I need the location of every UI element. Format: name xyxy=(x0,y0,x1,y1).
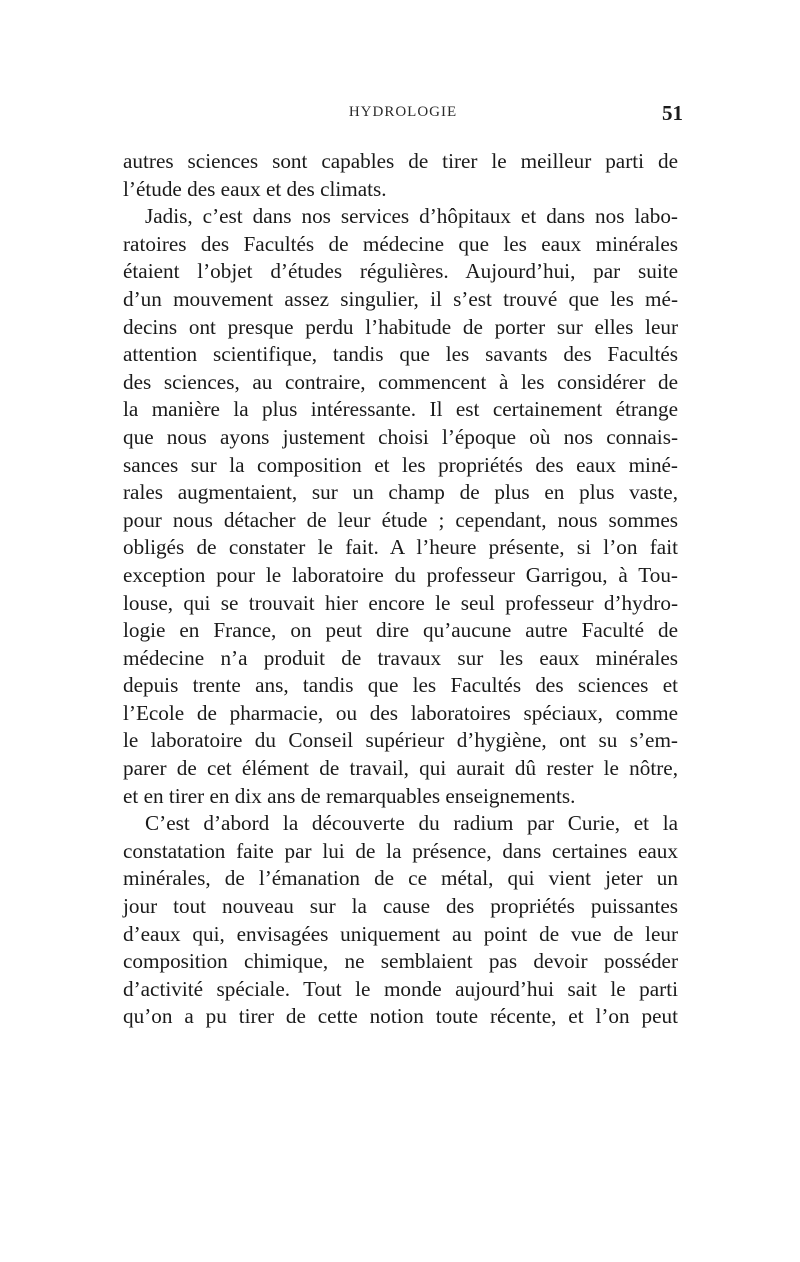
text-line: logie en France, on peut dire qu’aucune autre Faculté de xyxy=(123,618,678,643)
text-line: l’Ecole de pharmacie, ou des laboratoires spéciaux, comme xyxy=(123,700,678,725)
text-line: d’activité spéciale. Tout le monde aujourd’hui sait le parti xyxy=(123,976,678,1001)
paragraph-2 xyxy=(123,203,678,810)
text-line: qu’on a pu tirer de cette notion toute récente, et l’on peut xyxy=(123,1004,678,1029)
text-line: parer de cet élément de travail, qui aurait dû rester le nôtre, xyxy=(123,756,678,781)
text-line: louse, qui se trouvait hier encore le seul professeur d’hydro- xyxy=(123,590,678,615)
text-line: rales augmentaient, sur un champ de plus en plus vaste, xyxy=(123,480,678,505)
text-line: la manière la plus intéressante. Il est certainement étrange xyxy=(123,397,678,422)
text-line: sances sur la composition et les propriétés des eaux miné- xyxy=(123,452,678,477)
running-title: HYDROLOGIE xyxy=(348,104,458,120)
text-line: médecine n’a produit de travaux sur les eaux minérales xyxy=(123,645,678,670)
text-line: composition chimique, ne semblaient pas devoir posséder xyxy=(123,949,678,974)
paragraph-1 xyxy=(123,148,678,203)
text-line: C’est d’abord la découverte du radium par Curie, et la xyxy=(145,811,678,836)
text-line: minérales, de l’émanation de ce métal, qui vient jeter un xyxy=(123,866,678,891)
text-line: autres sciences sont capables de tirer le meilleur parti de xyxy=(123,149,678,173)
text-line: que nous ayons justement choisi l’époque où nos connais- xyxy=(123,424,678,449)
text-line: pour nous détacher de leur étude ; cependant, nous sommes xyxy=(123,507,678,532)
paragraph-3 xyxy=(123,810,678,1031)
page-number: 51 xyxy=(662,101,683,125)
text-line: le laboratoire du Conseil supérieur d’hygiène, ont su s’em- xyxy=(123,728,678,753)
running-head xyxy=(123,101,683,132)
text-line: obligés de constater le fait. A l’heure présente, si l’on fait xyxy=(123,535,678,560)
text-line: decins ont presque perdu l’habitude de porter sur elles leur xyxy=(123,314,678,339)
body-text xyxy=(123,148,678,1031)
text-line: constatation faite par lui de la présence, dans certaines eaux xyxy=(123,838,678,863)
text-line: et en tirer en dix ans de remarquables enseignements. xyxy=(123,783,576,808)
text-line: des sciences, au contraire, commencent à les considérer de xyxy=(123,369,678,394)
text-line: d’eaux qui, envisagées uniquement au point de vue de leur xyxy=(123,921,678,946)
text-line: attention scientifique, tandis que les savants des Facultés xyxy=(123,342,678,367)
text-line: étaient l’objet d’études régulières. Aujourd’hui, par suite xyxy=(123,259,678,284)
text-line: jour tout nouveau sur la cause des propriétés puissantes xyxy=(123,894,678,919)
text-line: l’étude des eaux et des climats. xyxy=(123,176,387,201)
text-line: d’un mouvement assez singulier, il s’est trouvé que les mé- xyxy=(123,286,678,311)
text-line: Jadis, c’est dans nos services d’hôpitaux et dans nos labo- xyxy=(145,204,678,229)
text-line: depuis trente ans, tandis que les Facultés des sciences et xyxy=(123,673,678,698)
text-line: exception pour le laboratoire du professeur Garrigou, à Tou- xyxy=(123,562,678,587)
text-line: ratoires des Facultés de médecine que les eaux minérales xyxy=(123,231,678,256)
